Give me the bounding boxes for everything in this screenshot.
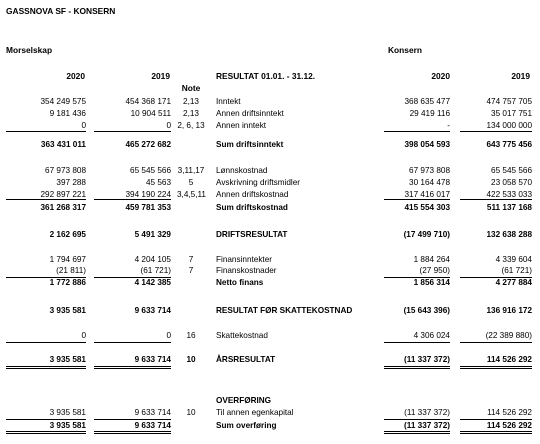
konsern-2020-cell: 317 416 017 xyxy=(404,190,450,199)
morselskap-2020-cell: 1 772 886 xyxy=(49,278,86,287)
konsern-2019-cell: 643 775 456 xyxy=(486,140,532,149)
konsern-2020-cell: - xyxy=(447,121,450,130)
double-rule xyxy=(384,431,450,434)
konsern-2019-cell: 4 339 604 xyxy=(495,255,532,264)
double-rule xyxy=(6,366,86,369)
konsern-2019-cell: 422 533 033 xyxy=(486,190,532,199)
col-header-konsern-2020: 2020 xyxy=(431,71,450,81)
morselskap-2019-cell: 9 633 714 xyxy=(134,421,171,430)
morselskap-2019-cell: 10 904 511 xyxy=(130,109,171,118)
morselskap-2019-cell: 9 633 714 xyxy=(134,408,171,417)
rule-line xyxy=(384,131,450,132)
morselskap-2019-cell: 9 633 714 xyxy=(134,355,171,364)
morselskap-2019-cell: 45 563 xyxy=(145,178,171,187)
morselskap-2019-cell: (61 721) xyxy=(140,266,171,275)
morselskap-2020-cell: 3 935 581 xyxy=(49,421,86,430)
report-title: GASSNOVA SF - KONSERN xyxy=(6,6,116,16)
note-cell: 3,4,5,11 xyxy=(177,190,206,199)
morselskap-2020-cell: 9 181 436 xyxy=(49,109,86,118)
rule-line xyxy=(460,131,532,132)
line-item-label: Til annen egenkapital xyxy=(216,408,294,417)
konsern-2020-cell: (17 499 710) xyxy=(403,230,450,239)
konsern-2020-cell: 398 054 593 xyxy=(404,140,450,149)
rule-line xyxy=(384,277,450,278)
note-cell: 2,13 xyxy=(183,109,199,118)
rule-line xyxy=(6,131,86,132)
line-item-label: Lønnskostnad xyxy=(216,166,268,175)
double-rule xyxy=(94,366,171,369)
note-cell: 16 xyxy=(186,331,196,340)
double-rule xyxy=(460,366,532,369)
line-item-label: Sum driftsinntekt xyxy=(216,140,284,149)
konsern-2020-cell: 1 884 264 xyxy=(413,255,450,264)
rule-line xyxy=(384,199,450,200)
konsern-2020-cell: 67 973 808 xyxy=(409,166,450,175)
note-cell: 10 xyxy=(186,355,196,364)
rule-line xyxy=(384,342,450,343)
note-cell: 2, 6, 13 xyxy=(177,121,205,130)
rule-line xyxy=(6,419,86,420)
line-item-label: Inntekt xyxy=(216,97,241,106)
rule-line xyxy=(6,199,86,200)
line-item-label: Annen inntekt xyxy=(216,121,267,130)
section-morselskap: Morselskap xyxy=(6,45,53,55)
konsern-2020-cell: 4 306 024 xyxy=(413,331,450,340)
morselskap-2020-cell: (21 811) xyxy=(56,266,86,275)
konsern-2019-cell: 511 137 168 xyxy=(486,203,532,212)
konsern-2019-cell: 474 757 705 xyxy=(486,97,532,106)
rule-line xyxy=(6,277,86,278)
morselskap-2020-cell: 3 935 581 xyxy=(49,355,86,364)
note-cell: 10 xyxy=(186,408,196,417)
morselskap-2020-cell: 0 xyxy=(81,331,86,340)
rule-line xyxy=(6,342,86,343)
line-item-label: Finansinntekter xyxy=(216,255,272,264)
line-item-label: Skattekostnad xyxy=(216,331,268,340)
rule-line xyxy=(460,342,532,343)
rule-line xyxy=(94,419,171,420)
col-header-note: Note xyxy=(181,83,201,93)
konsern-2019-cell: 114 526 292 xyxy=(486,421,532,430)
rule-line xyxy=(94,199,171,200)
konsern-2020-cell: 1 856 314 xyxy=(413,278,450,287)
konsern-2020-cell: (11 337 372) xyxy=(404,408,450,417)
morselskap-2020-cell: 363 431 011 xyxy=(40,140,86,149)
morselskap-2020-cell: 361 268 317 xyxy=(40,203,86,212)
konsern-2020-cell: (11 337 372) xyxy=(404,355,450,364)
morselskap-2019-cell: 394 190 224 xyxy=(125,190,171,199)
double-rule xyxy=(94,431,171,434)
konsern-2020-cell: (27 950) xyxy=(419,266,450,275)
note-cell: 2,13 xyxy=(183,97,199,106)
rule-line xyxy=(384,419,450,420)
note-cell: 7 xyxy=(188,255,194,264)
line-item-label: ÅRSRESULTAT xyxy=(216,355,276,364)
rule-line xyxy=(94,342,171,343)
rule-line xyxy=(94,277,171,278)
morselskap-2019-cell: 0 xyxy=(166,121,171,130)
konsern-2019-cell: 4 277 884 xyxy=(495,278,532,287)
line-item-label: Finanskostnader xyxy=(216,266,277,275)
rule-line xyxy=(460,199,532,200)
morselskap-2020-cell: 3 935 581 xyxy=(49,408,86,417)
line-item-label: Annen driftsinntekt xyxy=(216,109,284,118)
line-item-label: RESULTAT FØR SKATTEKOSTNAD xyxy=(216,306,353,315)
morselskap-2019-cell: 4 204 105 xyxy=(134,255,171,264)
double-rule xyxy=(384,366,450,369)
morselskap-2020-cell: 1 794 697 xyxy=(49,255,86,264)
konsern-2019-cell: 23 058 570 xyxy=(491,178,532,187)
morselskap-2020-cell: 354 249 575 xyxy=(40,97,86,106)
konsern-2019-cell: 35 017 751 xyxy=(491,109,532,118)
section-konsern: Konsern xyxy=(388,45,422,55)
rule-line xyxy=(460,419,532,420)
konsern-2019-cell: (61 721) xyxy=(501,266,532,275)
morselskap-2019-cell: 0 xyxy=(166,331,171,340)
col-header-morselskap-2019: 2019 xyxy=(151,71,170,81)
morselskap-2020-cell: 397 288 xyxy=(56,178,86,187)
rule-line xyxy=(460,277,532,278)
col-header-resultat: RESULTAT 01.01. - 31.12. xyxy=(216,71,316,81)
konsern-2019-cell: 132 638 288 xyxy=(486,230,532,239)
konsern-2019-cell: 65 545 566 xyxy=(491,166,532,175)
konsern-2019-cell: 114 526 292 xyxy=(487,408,532,417)
morselskap-2020-cell: 2 162 695 xyxy=(49,230,86,239)
morselskap-2020-cell: 292 897 221 xyxy=(40,190,86,199)
line-item-label: DRIFTSRESULTAT xyxy=(216,230,288,239)
morselskap-2019-cell: 4 142 385 xyxy=(134,278,171,287)
rule-line xyxy=(94,131,171,132)
konsern-2019-cell: 134 000 000 xyxy=(486,121,532,130)
morselskap-2019-cell: 454 368 171 xyxy=(125,97,171,106)
konsern-2020-cell: (15 643 396) xyxy=(403,306,450,315)
morselskap-2019-cell: 9 633 714 xyxy=(134,306,171,315)
konsern-2019-cell: 114 526 292 xyxy=(486,355,532,364)
line-item-label: Annen driftskostnad xyxy=(216,190,289,199)
note-cell: 3,11,17 xyxy=(177,166,205,175)
konsern-2019-cell: (22 389 880) xyxy=(485,331,532,340)
line-item-label: Sum overføring xyxy=(216,421,277,430)
morselskap-2019-cell: 65 545 566 xyxy=(130,166,171,175)
double-rule xyxy=(6,431,86,434)
line-item-label: OVERFØRING xyxy=(216,396,272,405)
line-item-label: Avskrivning driftsmidler xyxy=(216,178,301,187)
double-rule xyxy=(460,431,532,434)
morselskap-2019-cell: 5 491 329 xyxy=(134,230,171,239)
konsern-2020-cell: 368 635 477 xyxy=(404,97,450,106)
morselskap-2020-cell: 67 973 808 xyxy=(45,166,86,175)
col-header-konsern-2019: 2019 xyxy=(511,71,530,81)
morselskap-2020-cell: 3 935 581 xyxy=(49,306,86,315)
line-item-label: Netto finans xyxy=(216,278,264,287)
line-item-label: Sum driftskostnad xyxy=(216,203,288,212)
morselskap-2020-cell: 0 xyxy=(81,121,86,130)
morselskap-2019-cell: 465 272 682 xyxy=(125,140,171,149)
konsern-2020-cell: 415 554 303 xyxy=(404,203,450,212)
konsern-2020-cell: 30 164 478 xyxy=(409,178,450,187)
note-cell: 7 xyxy=(188,266,194,275)
morselskap-2019-cell: 459 781 353 xyxy=(125,203,171,212)
konsern-2020-cell: (11 337 372) xyxy=(404,421,450,430)
konsern-2019-cell: 136 916 172 xyxy=(486,306,532,315)
col-header-morselskap-2020: 2020 xyxy=(66,71,85,81)
note-cell: 5 xyxy=(188,178,194,187)
konsern-2020-cell: 29 419 116 xyxy=(409,109,450,118)
